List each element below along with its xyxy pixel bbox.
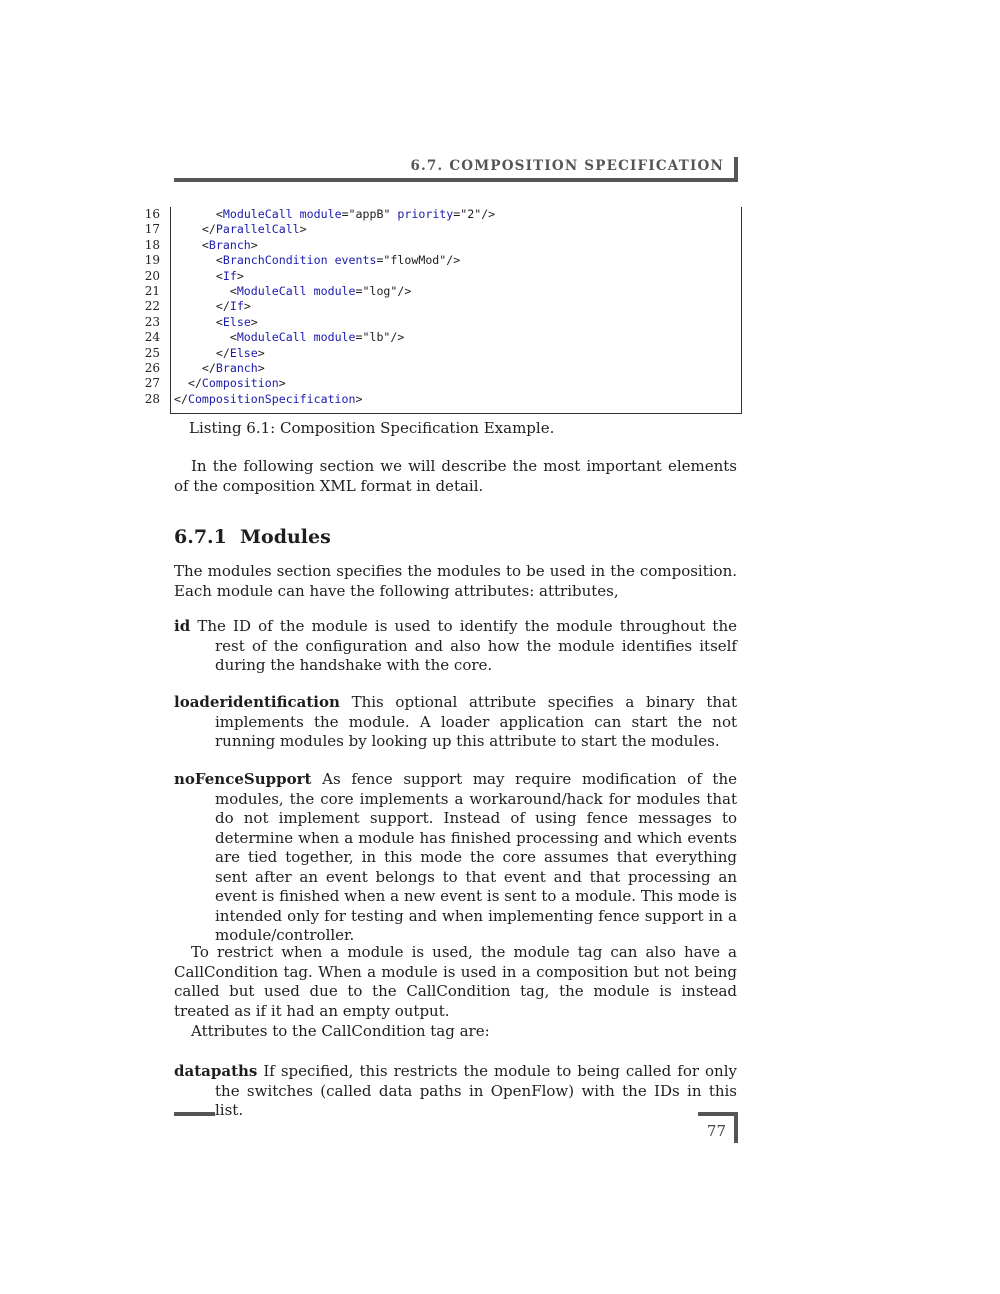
code-line	[140, 315, 740, 330]
code-text	[174, 207, 495, 222]
footer-rule-right	[698, 1112, 738, 1116]
code-line	[140, 284, 740, 299]
code-punct: >	[278, 376, 286, 391]
code-punct: >	[250, 314, 258, 329]
footer-vertical-bar	[734, 1112, 738, 1143]
definition-datapaths-text: If specified, this restricts the module to being called for only the switches (called data paths in OpenFlow) with the IDs in this list.	[215, 1062, 737, 1119]
line-number: 25	[144, 345, 160, 360]
line-number: 28	[144, 391, 160, 406]
section-heading	[174, 526, 331, 548]
footer-rule-left	[174, 1112, 215, 1116]
code-punct: <	[174, 314, 223, 329]
code-punct: >	[355, 391, 363, 406]
code-attr: module	[313, 284, 356, 298]
code-attr: module	[313, 330, 356, 345]
code-line	[140, 376, 740, 391]
definition-datapaths	[174, 1062, 737, 1121]
page-number: 77	[706, 1122, 726, 1140]
code-tag: ModuleCall	[236, 330, 307, 345]
code-attr: events	[334, 253, 377, 268]
section-number: 6.7.1	[174, 526, 227, 548]
code-text	[174, 253, 460, 268]
header-vertical-bar	[734, 157, 738, 182]
line-number: 24	[144, 330, 160, 345]
code-value: ="2"	[453, 207, 482, 221]
code-line	[140, 361, 740, 376]
listing-caption: Listing 6.1: Composition Specification Example.	[189, 419, 555, 437]
definition-id-text: The ID of the module is used to identify the module throughout the rest of the configuration and also how the module identifies itself during the handshake with the core.	[197, 617, 737, 674]
code-text	[174, 330, 404, 345]
attributes-paragraph: Attributes to the CallCondition tag are:	[191, 1022, 490, 1040]
code-line	[140, 269, 740, 284]
line-number: 18	[144, 237, 160, 252]
line-number: 22	[144, 299, 160, 314]
line-number: 21	[144, 284, 160, 298]
code-punct: </	[174, 345, 230, 360]
code-punct: />	[390, 330, 405, 345]
restrict-paragraph: To restrict when a module is used, the module tag can also have a CallCondition tag. When a module is used in a composition but not being called but used due to the CallCondition tag, the module is instead treated as if it had an empty output.	[174, 943, 737, 1020]
code-punct: <	[174, 268, 223, 283]
code-tag: CompositionSpecification	[187, 391, 356, 406]
code-line	[140, 346, 740, 361]
definition-loaderidentification-text: This optional attribute specifies a binary that implements the module. A loader application can start the not running modules by looking up this attribute to start the modules.	[215, 693, 737, 750]
definition-id	[174, 617, 737, 676]
code-space	[307, 284, 314, 298]
code-text	[174, 315, 258, 330]
code-tag: Else	[229, 345, 258, 360]
line-number: 23	[144, 314, 160, 329]
header-rule	[174, 178, 738, 182]
code-tag: ParallelCall	[215, 222, 300, 237]
code-punct: <	[174, 237, 209, 252]
term-loaderidentification: loaderidentification	[174, 693, 340, 711]
code-punct: <	[174, 330, 237, 345]
code-line	[140, 299, 740, 314]
code-punct: >	[250, 237, 258, 252]
code-space	[328, 253, 335, 267]
code-text	[174, 284, 411, 299]
code-punct: >	[257, 345, 265, 360]
definition-nofencesupport	[174, 770, 737, 946]
code-tag: ModuleCall	[222, 207, 293, 221]
code-punct: </	[174, 376, 202, 391]
modules-paragraph: The modules section specifies the modules to be used in the composition. Each module can have the following attributes: attributes,	[174, 562, 737, 600]
code-text	[174, 346, 265, 361]
definition-nofencesupport-text: As fence support may require modification of the modules, the core implements a workaround/hack for modules that do not implement support. Instead of using fence messages to determine when a module has finished processing and which events are tied together, in this mode the core assumes that everything sent after an event belongs to that event and that processing an event is finished when a new event is sent to a module. This mode is intended only for testing and when implementing fence support in a module/controller.	[215, 770, 737, 944]
code-punct: </	[174, 299, 230, 314]
code-tag: BranchCondition	[222, 253, 328, 268]
code-line	[140, 222, 740, 237]
code-line	[140, 238, 740, 253]
code-tag: ModuleCall	[236, 284, 307, 298]
code-value: ="flowMod"	[376, 253, 447, 268]
code-punct: <	[174, 284, 237, 298]
term-id: id	[174, 617, 191, 635]
code-text	[174, 269, 244, 284]
code-space	[307, 330, 314, 344]
definition-loaderidentification	[174, 693, 737, 752]
code-space	[293, 207, 300, 221]
code-punct: >	[299, 222, 307, 237]
code-tag: If	[229, 299, 244, 314]
code-line	[140, 207, 740, 222]
line-number: 27	[144, 376, 160, 391]
term-datapaths: datapaths	[174, 1062, 258, 1080]
line-number: 17	[144, 222, 160, 237]
code-value: ="log"	[355, 284, 398, 298]
code-tag: Composition	[201, 376, 279, 391]
code-tag: Else	[222, 314, 251, 329]
intro-paragraph: In the following section we will describe the most important elements of the composition XML format in detail.	[174, 457, 737, 495]
code-text	[174, 376, 286, 391]
term-nofencesupport: noFenceSupport	[174, 770, 312, 788]
code-tag: Branch	[208, 237, 251, 252]
code-value: ="lb"	[355, 330, 391, 345]
line-number: 19	[144, 253, 160, 268]
line-number: 20	[144, 268, 160, 283]
code-punct: </	[174, 361, 216, 375]
code-text	[174, 392, 362, 407]
code-punct: </	[174, 222, 216, 237]
code-punct: <	[174, 207, 223, 221]
code-line	[140, 330, 740, 345]
code-attr: module	[299, 207, 342, 221]
code-tag: Branch	[215, 361, 258, 375]
code-punct: />	[397, 284, 412, 298]
code-line	[140, 253, 740, 268]
code-text	[174, 361, 265, 376]
code-punct: />	[481, 207, 496, 221]
code-punct: />	[446, 253, 461, 268]
code-attr: priority	[397, 207, 454, 221]
code-punct: <	[174, 253, 223, 268]
code-punct: </	[174, 391, 188, 406]
code-punct: >	[236, 268, 244, 283]
code-tag: If	[222, 268, 237, 283]
line-number: 26	[144, 361, 160, 375]
code-text	[174, 222, 307, 237]
code-text	[174, 299, 251, 314]
code-text	[174, 238, 258, 253]
section-title: Modules	[240, 526, 331, 548]
running-header: 6.7. COMPOSITION SPECIFICATION	[410, 158, 724, 174]
code-value: ="appB"	[341, 207, 391, 221]
line-number: 16	[144, 207, 160, 221]
code-line	[140, 392, 740, 407]
code-punct: >	[257, 361, 265, 375]
code-punct: >	[243, 299, 251, 314]
